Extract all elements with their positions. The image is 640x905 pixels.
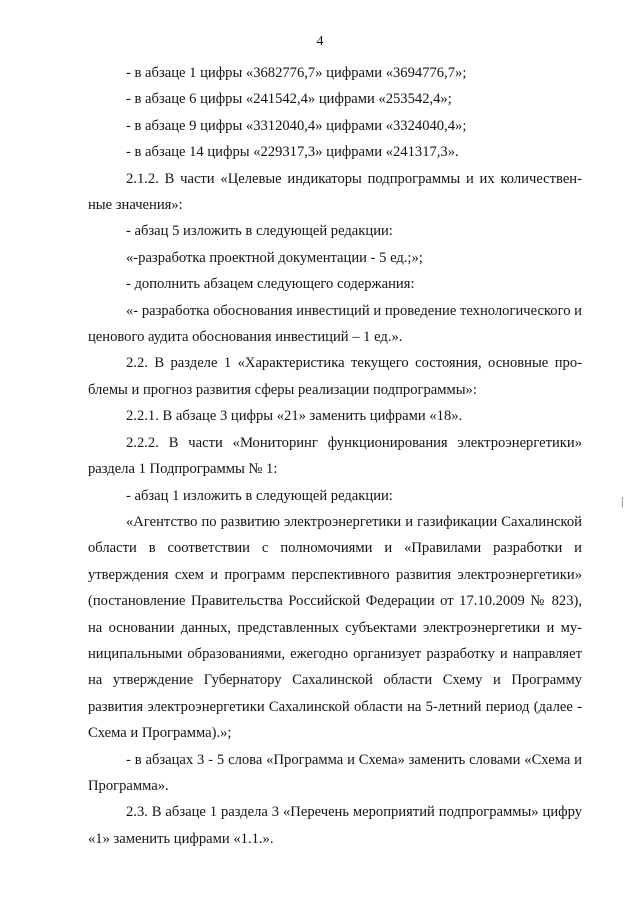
paragraph-amend-para-6: - в абзаце 6 цифры «241542,4» цифрами «253542,4»; <box>126 91 452 108</box>
scan-mark: | <box>621 494 624 508</box>
document-body <box>88 60 582 852</box>
paragraph-amend-para-14: - в абзаце 14 цифры «229317,3» цифрами «241317,3». <box>126 144 459 161</box>
paragraph-investment-audit: «- разработка обоснования инвестиций и проведение технологического и ценового аудита обоснования инвестиций – 1 ед.». <box>88 302 582 346</box>
paragraph-amend-para-9: - в абзаце 9 цифры «3312040,4» цифрами «3324040,4»; <box>126 117 467 134</box>
paragraph-abzac-1-edit: - абзац 1 изложить в следующей редакции: <box>126 487 393 504</box>
paragraph-agency-text: «Агентство по развитию электроэнергетики и газификации Сахалинской области в соответствии с полномочиями и «Правилами разработки и утверждения схем и программ перспективного развития электроэнергетики» (постановление Правительства Российской Федерации от 17.10.2009 № 823), на основании данных, представленных субъектами электроэнергетики и муниципальными образованиями, ежегодно организует разработку и направляет на утверждение Губернатору Сахалинской области Схему и Программу развития электроэнергетики Сахалинской области на 5-летний период (далее - Схема и Программа).»; <box>88 513 582 742</box>
paragraph-abzac-5-edit: - абзац 5 изложить в следующей редакции: <box>126 223 393 240</box>
paragraph-abzacy-3-5: - в абзацах 3 - 5 слова «Программа и Схема» заменить словами «Схема и Программа». <box>88 751 582 794</box>
paragraph-add-abzac: - дополнить абзацем следующего содержания: <box>126 276 415 293</box>
paragraph-section-2-3: 2.3. В абзаце 1 раздела 3 «Перечень мероприятий подпрограммы» цифру «1» заменить цифрами «1.1.». <box>88 804 582 847</box>
paragraph-section-2-2: 2.2. В разделе 1 «Характеристика текущего состояния, основные проблемы и прогноз развития сферы реализации подпрограммы»: <box>88 355 582 398</box>
paragraph-section-2-2-2: 2.2.2. В части «Мониторинг функционирования электроэнергетики» раздела 1 Подпрограммы № 1: <box>88 434 582 478</box>
paragraph-section-2-1-2: 2.1.2. В части «Целевые индикаторы подпрограммы и их количественные значения»: <box>88 170 582 214</box>
page-number: 4 <box>316 34 324 49</box>
paragraph-section-2-2-1: 2.2.1. В абзаце 3 цифры «21» заменить цифрами «18». <box>126 408 463 425</box>
paragraph-amend-para-1: - в абзаце 1 цифры «3682776,7» цифрами «3694776,7»; <box>126 65 467 81</box>
paragraph-design-docs: «-разработка проектной документации - 5 ед.;»; <box>126 249 423 266</box>
